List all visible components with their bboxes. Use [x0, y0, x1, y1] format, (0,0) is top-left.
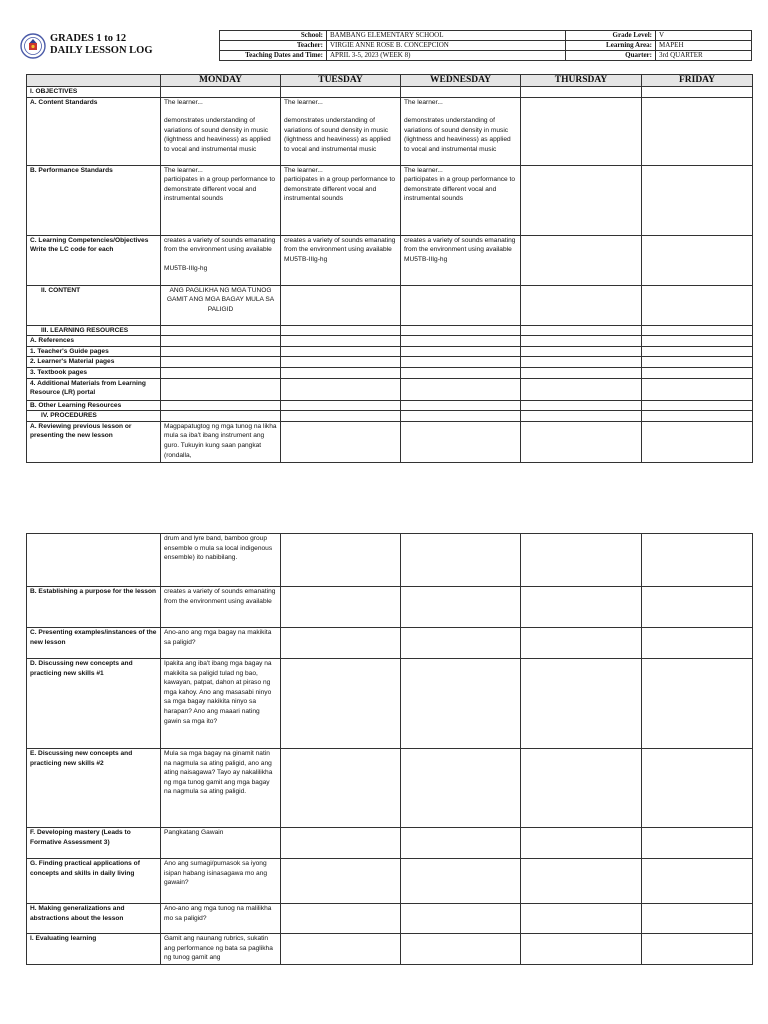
procedure-g-label: G. Finding practical applications of concepts and skills in daily living	[27, 859, 161, 904]
performance-standards-tuesday: The learner... participates in a group performance to demonstrate different vocal and instrumental sounds	[281, 165, 401, 235]
grade-level-value: V	[656, 31, 752, 41]
procedure-h-label: H. Making generalizations and abstractions about the lesson	[27, 904, 161, 934]
procedure-d-monday: Ipakita ang iba't ibang mga bagay na makikita sa paligid tulad ng bao, kawayan, patpat, dahon at piraso ng mga kahoy. Ano ang masasabi ninyo sa mga bagay nakikita ninyo sa harapan? Ano ang maaari nating gawin sa mga ito?	[161, 659, 281, 749]
teachers-guide-row	[27, 346, 753, 357]
procedure-b-row	[27, 587, 753, 628]
competencies-row	[27, 235, 753, 285]
other-resources-label: B. Other Learning Resources	[27, 400, 161, 411]
lc-code: MU5TB-IIIg-hg	[404, 255, 448, 263]
textbook-row	[27, 367, 753, 378]
performance-standards-row	[27, 165, 753, 235]
procedure-g-row	[27, 859, 753, 904]
learning-resources-label: III. LEARNING RESOURCES	[27, 325, 161, 336]
procedures-label: IV. PROCEDURES	[27, 411, 161, 422]
procedure-a-monday-continued: drum and lyre band, bamboo group ensemble o mula sa local indigenous ensemble) ito nabibilang.	[161, 534, 281, 587]
lesson-log-table-page-1	[26, 74, 753, 463]
learning-area-value: MAPEH	[656, 41, 752, 51]
other-resources-row	[27, 400, 753, 411]
procedure-c-monday: Ano-ano ang mga bagay na makikita sa paligid?	[161, 628, 281, 659]
teacher-label: Teacher:	[220, 41, 327, 51]
day-header-tuesday: TUESDAY	[281, 75, 401, 87]
procedure-f-label: F. Developing mastery (Leads to Formative Assessment 3)	[27, 828, 161, 859]
content-standards-tuesday: The learner... demonstrates understanding of variations of sound density in music (lightness and heaviness) as applied to vocal and instrumental music	[281, 97, 401, 165]
procedure-c-row	[27, 628, 753, 659]
procedure-i-monday: Gamit ang naunang rubrics, sukatin ang performance ng bata sa paglikha ng tunog gamit ang	[161, 934, 281, 965]
deped-seal-icon	[20, 33, 46, 59]
content-standards-monday: The learner... demonstrates understanding of variations of sound density in music (lightness and heaviness) as applied to vocal and instrumental music	[161, 97, 281, 165]
content-row	[27, 285, 753, 325]
procedure-d-label: D. Discussing new concepts and practicing new skills #1	[27, 659, 161, 749]
quarter-value: 3rd QUARTER	[656, 51, 752, 61]
competencies-wednesday: creates a variety of sounds emanating from the environment using available MU5TB-IIIg-hg	[401, 235, 521, 285]
content-standards-row	[27, 97, 753, 165]
teaching-dates-label: Teaching Dates and Time:	[220, 51, 327, 61]
performance-standards-wednesday: The learner... participates in a group performance to demonstrate different vocal and instrumental sounds	[401, 165, 521, 235]
lesson-info-table	[219, 30, 752, 61]
objectives-row	[27, 87, 753, 98]
references-label: A. References	[27, 336, 161, 347]
day-header-blank	[27, 75, 161, 87]
procedure-c-label: C. Presenting examples/instances of the new lesson	[27, 628, 161, 659]
day-header-thursday: THURSDAY	[521, 75, 642, 87]
procedure-b-label: B. Establishing a purpose for the lesson	[27, 587, 161, 628]
competencies-tuesday: creates a variety of sounds emanating from the environment using available MU5TB-IIIg-hg	[281, 235, 401, 285]
procedure-a-label: A. Reviewing previous lesson or presenting the new lesson	[27, 421, 161, 462]
teacher-value: VIRGIE ANNE ROSE B. CONCEPCION	[327, 41, 566, 51]
school-label: School:	[220, 31, 327, 41]
procedure-f-monday: Pangkatang Gawain	[161, 828, 281, 859]
learning-area-label: Learning Area:	[566, 41, 656, 51]
day-header-friday: FRIDAY	[642, 75, 753, 87]
content-monday: ANG PAGLIKHA NG MGA TUNOG GAMIT ANG MGA BAGAY MULA SA PALIGID	[161, 285, 281, 325]
procedure-f-row	[27, 828, 753, 859]
document-title	[50, 33, 153, 57]
teachers-guide-label: 1. Teacher's Guide pages	[27, 346, 161, 357]
procedure-e-monday: Mula sa mga bagay na ginamit natin na nagmula sa ating paligid, ano ang ating naisagawa? Tayo ay nakalilikha ng mga tunog gamit ang mga bagay na nagmula sa ating paligid.	[161, 749, 281, 828]
competencies-label: C. Learning Competencies/Objectives Write the LC code for each	[27, 235, 161, 285]
day-header-wednesday: WEDNESDAY	[401, 75, 521, 87]
learners-material-row	[27, 357, 753, 368]
grade-level-label: Grade Level:	[566, 31, 656, 41]
school-value: BAMBANG ELEMENTARY SCHOOL	[327, 31, 566, 41]
procedure-e-label: E. Discussing new concepts and practicing new skills #2	[27, 749, 161, 828]
procedures-row	[27, 411, 753, 422]
day-header-monday: MONDAY	[161, 75, 281, 87]
lc-code: MU5TB-IIIg-hg	[284, 255, 328, 263]
procedure-h-monday: Ano-ano ang mga tunog na malilikha mo sa paligid?	[161, 904, 281, 934]
procedure-a-row	[27, 421, 753, 462]
additional-materials-label: 4. Additional Materials from Learning Resource (LR) portal	[27, 378, 161, 400]
lesson-log-table-page-2	[26, 533, 753, 965]
title-line-1: GRADES 1 to 12	[50, 33, 127, 44]
references-row	[27, 336, 753, 347]
procedure-a-monday: Magpapatugtog ng mga tunog na likha mula sa iba't ibang instrument ang guro. Tukuyin kung saan pangkat (rondalla,	[161, 421, 281, 462]
title-line-2: DAILY LESSON LOG	[50, 45, 153, 56]
learners-material-label: 2. Learner's Material pages	[27, 357, 161, 368]
competencies-monday: creates a variety of sounds emanating from the environment using available MU5TB-IIIg-hg	[161, 235, 281, 285]
procedure-i-label: I. Evaluating learning	[27, 934, 161, 965]
teaching-dates-value: APRIL 3-5, 2023 (WEEK 8)	[327, 51, 566, 61]
additional-materials-row	[27, 378, 753, 400]
content-label: II. CONTENT	[27, 285, 161, 325]
procedure-d-row	[27, 659, 753, 749]
day-header-row	[27, 75, 753, 87]
performance-standards-monday: The learner... participates in a group performance to demonstrate different vocal and instrumental sounds	[161, 165, 281, 235]
procedure-a-continued-row	[27, 534, 753, 587]
procedure-g-monday: Ano ang sumagi/pumasok sa iyong isipan habang isinasagawa mo ang gawain?	[161, 859, 281, 904]
learning-resources-row	[27, 325, 753, 336]
procedure-h-row	[27, 904, 753, 934]
procedure-i-row	[27, 934, 753, 965]
content-standards-wednesday: The learner... demonstrates understanding of variations of sound density in music (lightness and heaviness) as applied to vocal and instrumental music	[401, 97, 521, 165]
performance-standards-label: B. Performance Standards	[27, 165, 161, 235]
quarter-label: Quarter:	[566, 51, 656, 61]
content-standards-label: A. Content Standards	[27, 97, 161, 165]
procedure-b-monday: creates a variety of sounds emanating from the environment using available	[161, 587, 281, 628]
procedure-e-row	[27, 749, 753, 828]
objectives-label: I. OBJECTIVES	[27, 87, 161, 98]
lc-code: MU5TB-IIIg-hg	[164, 264, 208, 272]
textbook-label: 3. Textbook pages	[27, 367, 161, 378]
